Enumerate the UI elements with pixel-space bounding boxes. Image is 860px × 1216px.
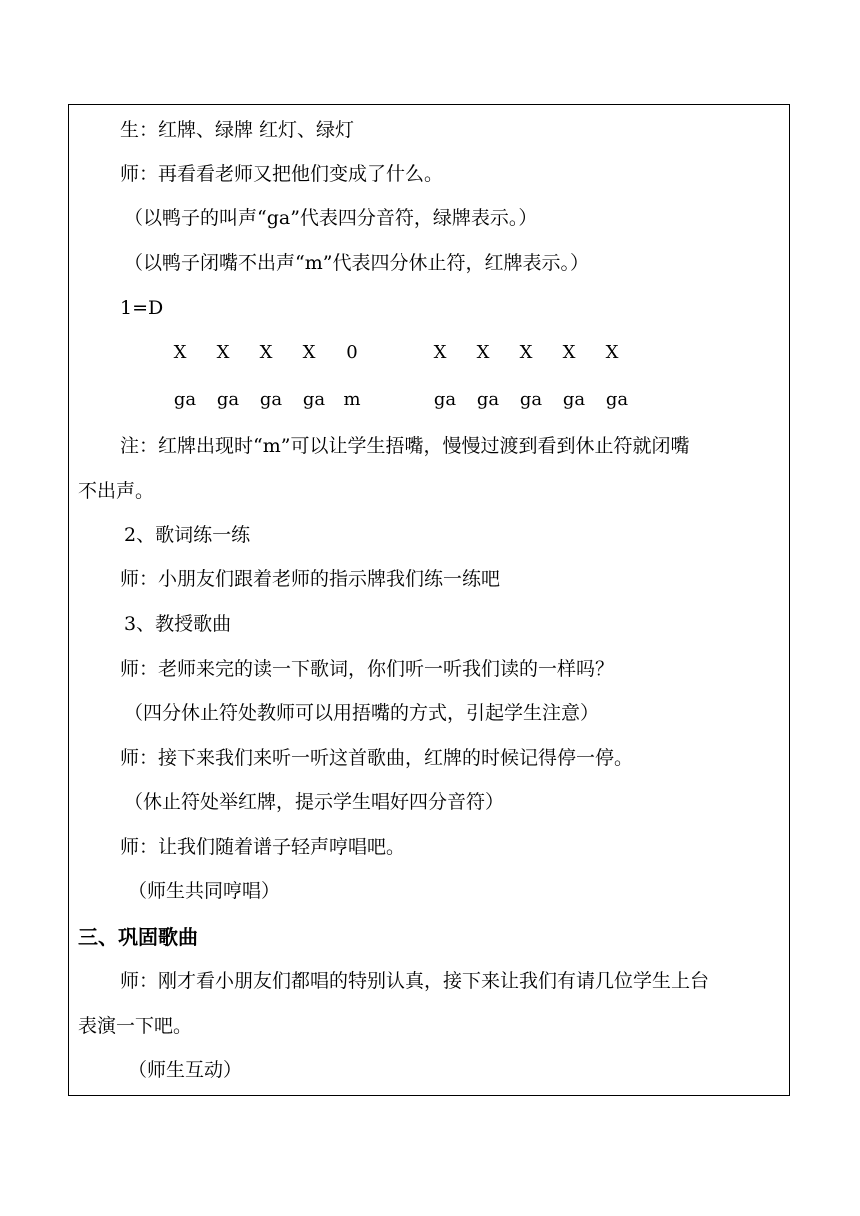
rhythm-rest: 0 (346, 342, 358, 363)
instruction-interaction: （师生互动） (128, 1059, 243, 1081)
instruction-quarter-note: （以鸭子的叫声“ga”代表四分音符，绿牌表示。） (124, 207, 538, 229)
rhythm-note: X (259, 342, 273, 363)
dialogue-teacher-hum: 师：让我们随着谱子轻声哼唱吧。 (120, 836, 406, 858)
note-red-card: 注：红牌出现时“m”可以让学生捂嘴，慢慢过渡到看到休止符就闭嘴 (120, 435, 690, 457)
key-signature: 1=D (120, 297, 164, 319)
note-red-card-continued: 不出声。 (78, 480, 155, 502)
instruction-quarter-rest: （以鸭子闭嘴不出声“m”代表四分休止符，红牌表示。） (124, 252, 589, 274)
instruction-hum-together: （师生共同哼唱） (128, 880, 281, 902)
dialogue-student-cards: 生：红牌、绿牌 红灯、绿灯 (120, 119, 355, 141)
rhythm-syllable: m (343, 389, 361, 410)
rhythm-syllable: ga (173, 389, 197, 410)
section-teach-song: 3、教授歌曲 (124, 613, 232, 635)
rhythm-syllable: ga (302, 389, 326, 410)
rhythm-note: X (605, 342, 619, 363)
rhythm-syllable: ga (476, 389, 500, 410)
section-lyrics-practice: 2、歌词练一练 (124, 524, 251, 546)
rhythm-syllable: ga (216, 389, 240, 410)
rhythm-syllable: ga (519, 389, 543, 410)
rhythm-syllable: ga (605, 389, 629, 410)
rhythm-note: X (216, 342, 230, 363)
rhythm-syllable: ga (259, 389, 283, 410)
dialogue-teacher-read: 师：老师来完的读一下歌词，你们听一听我们读的一样吗？ (120, 658, 615, 680)
dialogue-teacher-transform: 师：再看看老师又把他们变成了什么。 (120, 163, 444, 185)
rhythm-note: X (562, 342, 576, 363)
rhythm-syllable: ga (562, 389, 586, 410)
rhythm-note: X (519, 342, 533, 363)
instruction-raise-red-card: （休止符处举红牌，提示学生唱好四分音符） (124, 791, 505, 813)
rhythm-note: X (476, 342, 490, 363)
rhythm-note: X (302, 342, 316, 363)
dialogue-teacher-listen: 师：接下来我们来听一听这首歌曲，红牌的时候记得停一停。 (120, 747, 634, 769)
rhythm-note: X (173, 342, 187, 363)
section-heading-consolidate: 三、巩固歌曲 (78, 925, 198, 949)
dialogue-teacher-invite-continued: 表演一下吧。 (78, 1015, 193, 1037)
instruction-rest-cover-mouth: （四分休止符处教师可以用捂嘴的方式，引起学生注意） (124, 702, 600, 724)
rhythm-note: X (433, 342, 447, 363)
dialogue-teacher-invite: 师：刚才看小朋友们都唱的特别认真，接下来让我们有请几位学生上台 (120, 970, 710, 992)
rhythm-syllable: ga (433, 389, 457, 410)
dialogue-teacher-practice: 师：小朋友们跟着老师的指示牌我们练一练吧 (120, 568, 501, 590)
